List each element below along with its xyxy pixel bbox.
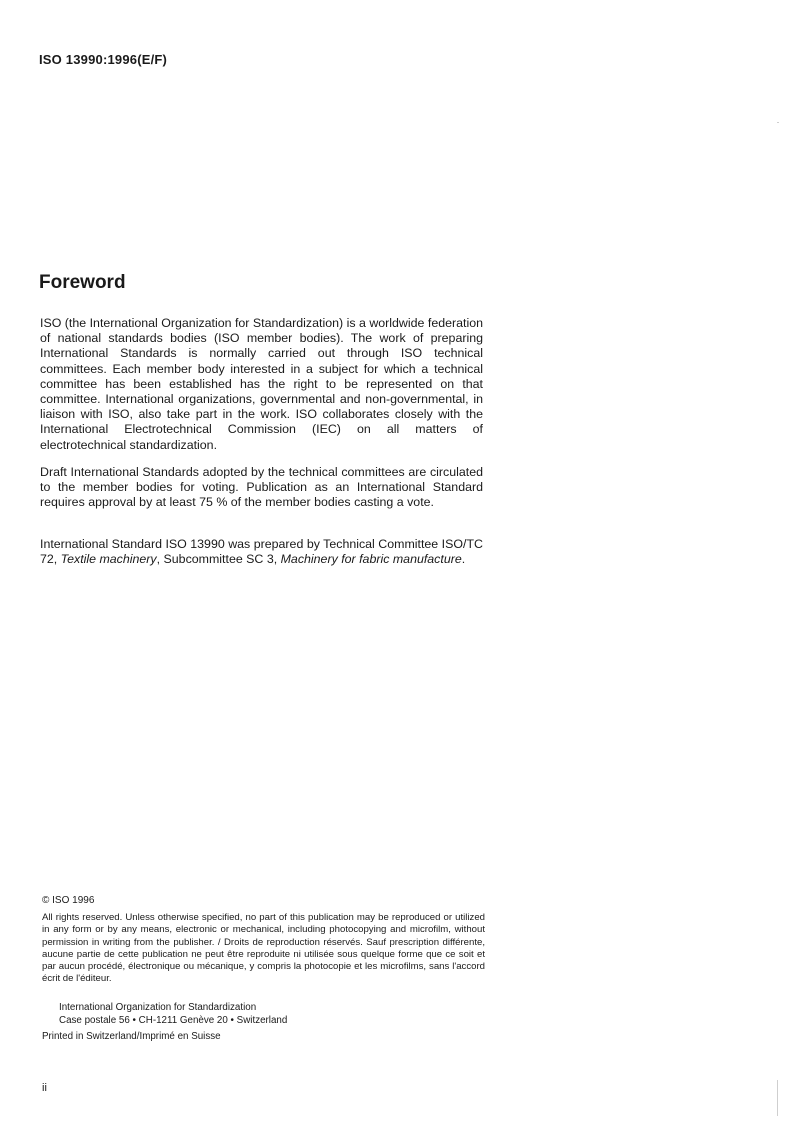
- address-line-1: International Organization for Standardization: [59, 1002, 257, 1013]
- foreword-heading: Foreword: [39, 272, 126, 293]
- scan-dot-mark: [777, 122, 779, 123]
- publisher-address: [59, 1002, 287, 1027]
- foreword-paragraph-2: Draft International Standards adopted by the technical committees are circulated to the member bodies for voting. Publication as an International Standard requires approval by at least 75 % of the member bodies casting a vote.: [40, 465, 483, 510]
- address-line-2: Case postale 56 • CH-1211 Genève 20 • Switzerland: [59, 1014, 288, 1026]
- copyright-notice: © ISO 1996: [42, 895, 95, 906]
- foreword-paragraph-3: [40, 537, 483, 567]
- foreword-paragraph-1: ISO (the International Organization for Standardization) is a worldwide federation of national standards bodies (ISO member bodies). The work of preparing International Standards is normally carried out through ISO technical committees. Each member body interested in a subject for which a technical committee has been established has the right to be represented on that committee. International organizations, governmental and non-governmental, in liaison with ISO, also take part in the work. ISO collaborates closely with the International Electrotechnical Commission (IEC) on all matters of electrotechnical standardization.: [40, 316, 483, 452]
- printed-in: Printed in Switzerland/Imprimé en Suisse: [42, 1031, 221, 1042]
- rights-statement: All rights reserved. Unless otherwise specified, no part of this publication may be reproduced or utilized in any form or by any means, electronic or mechanical, including photocopying and microfilm, without permission in writing from the publisher. / Droits de reproduction réservés. Sauf prescription différente, aucune partie de cette publication ne peut être reproduite ni utilisée sous quelque forme que ce soit et par aucun procédé, électronique ou mécanique, y compris la photocopie et les microfilms, sans l'accord écrit de l'éditeur.: [42, 912, 485, 985]
- scan-edge-mark: [777, 1080, 778, 1116]
- committee-name: Textile machinery: [60, 552, 157, 567]
- subcommittee-name: Machinery for fabric manufacture: [280, 552, 462, 567]
- page-number: ii: [42, 1082, 47, 1094]
- document-id: ISO 13990:1996(E/F): [39, 52, 168, 67]
- paragraph-3-text-c: .: [461, 552, 466, 567]
- paragraph-3-text-a: International Standard ISO 13990 was prepared by Technical Committee ISO/TC 72,: [40, 537, 483, 567]
- paragraph-3-text-b: , Subcommittee SC 3,: [156, 552, 281, 567]
